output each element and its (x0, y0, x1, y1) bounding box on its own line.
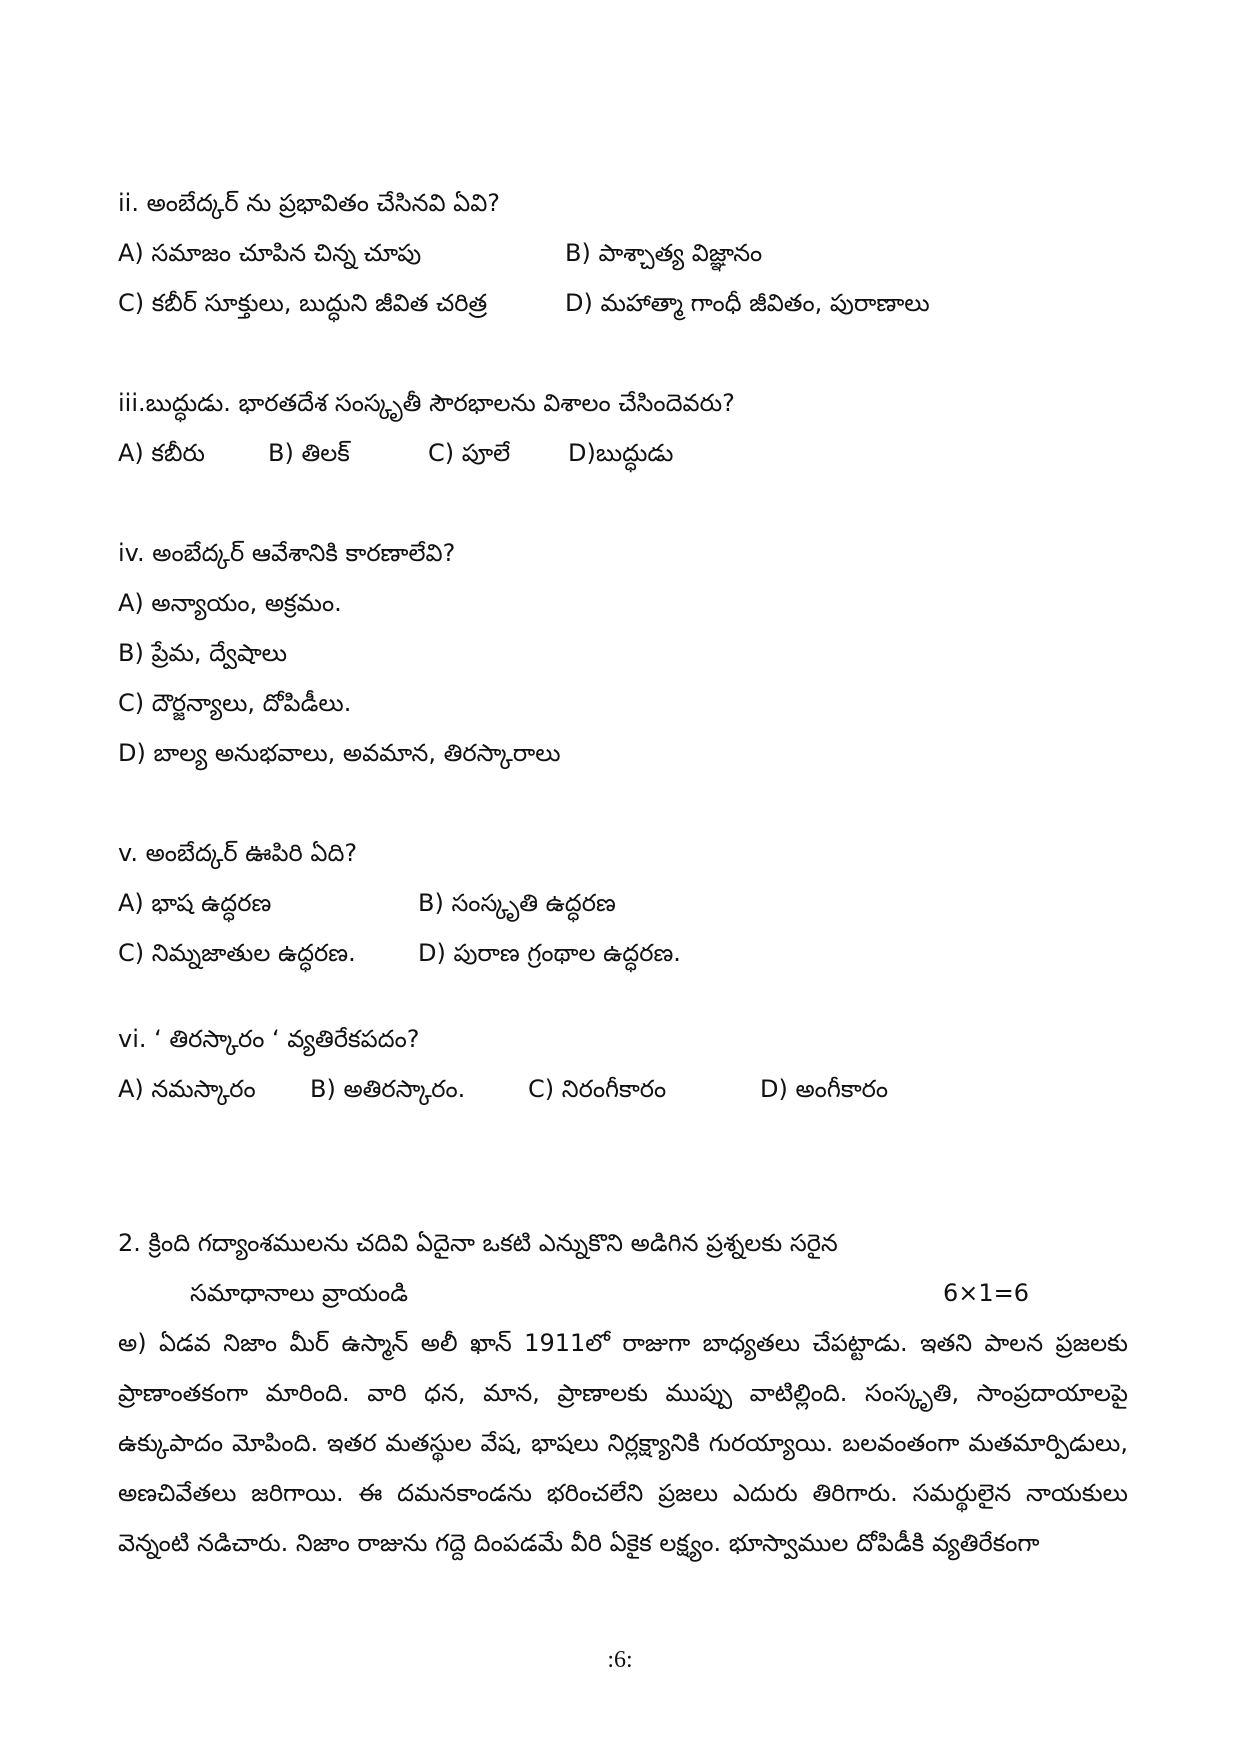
option-b: B) సంస్కృతి ఉద్ధరణ (418, 889, 616, 917)
option-b: B) పాశ్చాత్య విజ్ఞానం (565, 239, 763, 267)
option-d: D)బుద్ధుడు (568, 439, 674, 467)
option-c: C) నిరంగీకారం (528, 1075, 667, 1103)
option-d: D) బాల్య అనుభవాలు, అవమాన, తిరస్కారాలు (118, 739, 561, 767)
marks-label: 6×1=6 (943, 1279, 1030, 1307)
option-c: C) కబీర్ సూక్తులు, బుద్ధుని జీవిత చరిత్ర (118, 289, 488, 317)
option-a: A) భాష ఉద్ధరణ (118, 889, 272, 917)
option-a: A) కబీరు (118, 439, 205, 467)
option-d: D) మహాత్మా గాంధీ జీవితం, పురాణాలు (565, 289, 930, 317)
option-a: A) అన్యాయం, అక్రమం. (118, 589, 342, 617)
option-b: B) అతిరస్కారం. (310, 1075, 466, 1103)
passage: అ) ఏడవ నిజాం మీర్ ఉస్మాన్ అలీ ఖాన్ 1911లో రాజుగా బాధ్యతలు చేపట్టాడు. ఇతని పాలన ప్రజలకు ప్రాణాంతకంగా మారింది. వారి ధన, మాన, ప్రాణాలకు ముప్పు వాటిల్లింది. సంస్కృతి, సాంప్రదాయాలపై ఉక్కుపాదం మోపింది. ఇతర మతస్థుల వేష, భాషలు నిర్లక్ష్యానికి గురయ్యాయి. బలవంతంగా మతమార్పిడులు, అణచివేతలు జరిగాయి. ఈ దమనకాండను భరించలేని ప్రజలు ఎదురు తిరిగారు. సమర్థులైన నాయకులు వెన్నంటి నడిచారు. నిజాం రాజును గద్దె దింపడమే వీరి ఏకైక లక్ష్యం. భూస్వాముల దోపిడీకి వ్యతిరేకంగా (118, 1329, 1128, 1557)
option-c: C) దౌర్జన్యాలు, దోపిడీలు. (118, 689, 352, 717)
option-d: D) అంగీకారం (760, 1075, 889, 1103)
option-a: A) నమస్కారం (118, 1075, 256, 1103)
option-d: D) పురాణ గ్రంథాల ఉద్ధరణ. (418, 939, 681, 967)
section-heading-continued: సమాధానాలు వ్రాయండి (190, 1279, 408, 1307)
page-number: :6: (607, 1647, 633, 1673)
question-iv: iv. అంబేద్కర్ ఆవేశానికి కారణాలేవి? (118, 539, 456, 567)
option-b: B) తిలక్ (268, 439, 350, 467)
question-iii: iii.బుద్ధుడు. భారతదేశ సంస్కృతీ సౌరభాలను విశాలం చేసిందెవరు? (118, 389, 735, 417)
section-heading: 2. క్రింది గద్యాంశములను చదివి ఏదైనా ఒకటి ఎన్నుకొని అడిగిన ప్రశ్నలకు సరైన (118, 1229, 838, 1257)
option-c: C) నిమ్నజాతుల ఉద్ధరణ. (118, 939, 356, 967)
option-c: C) పూలే (428, 439, 511, 467)
option-a: A) సమాజం చూపిన చిన్న చూపు (118, 239, 422, 267)
question-ii: ii. అంబేద్కర్ ను ప్రభావితం చేసినవి ఏవి? (118, 189, 501, 217)
question-vi: vi. ‘ తిరస్కారం ‘ వ్యతిరేకపదం? (118, 1025, 420, 1053)
option-b: B) ప్రేమ, ద్వేషాలు (118, 639, 288, 667)
question-v: v. అంబేద్కర్ ఊపిరి ఏది? (118, 839, 358, 867)
